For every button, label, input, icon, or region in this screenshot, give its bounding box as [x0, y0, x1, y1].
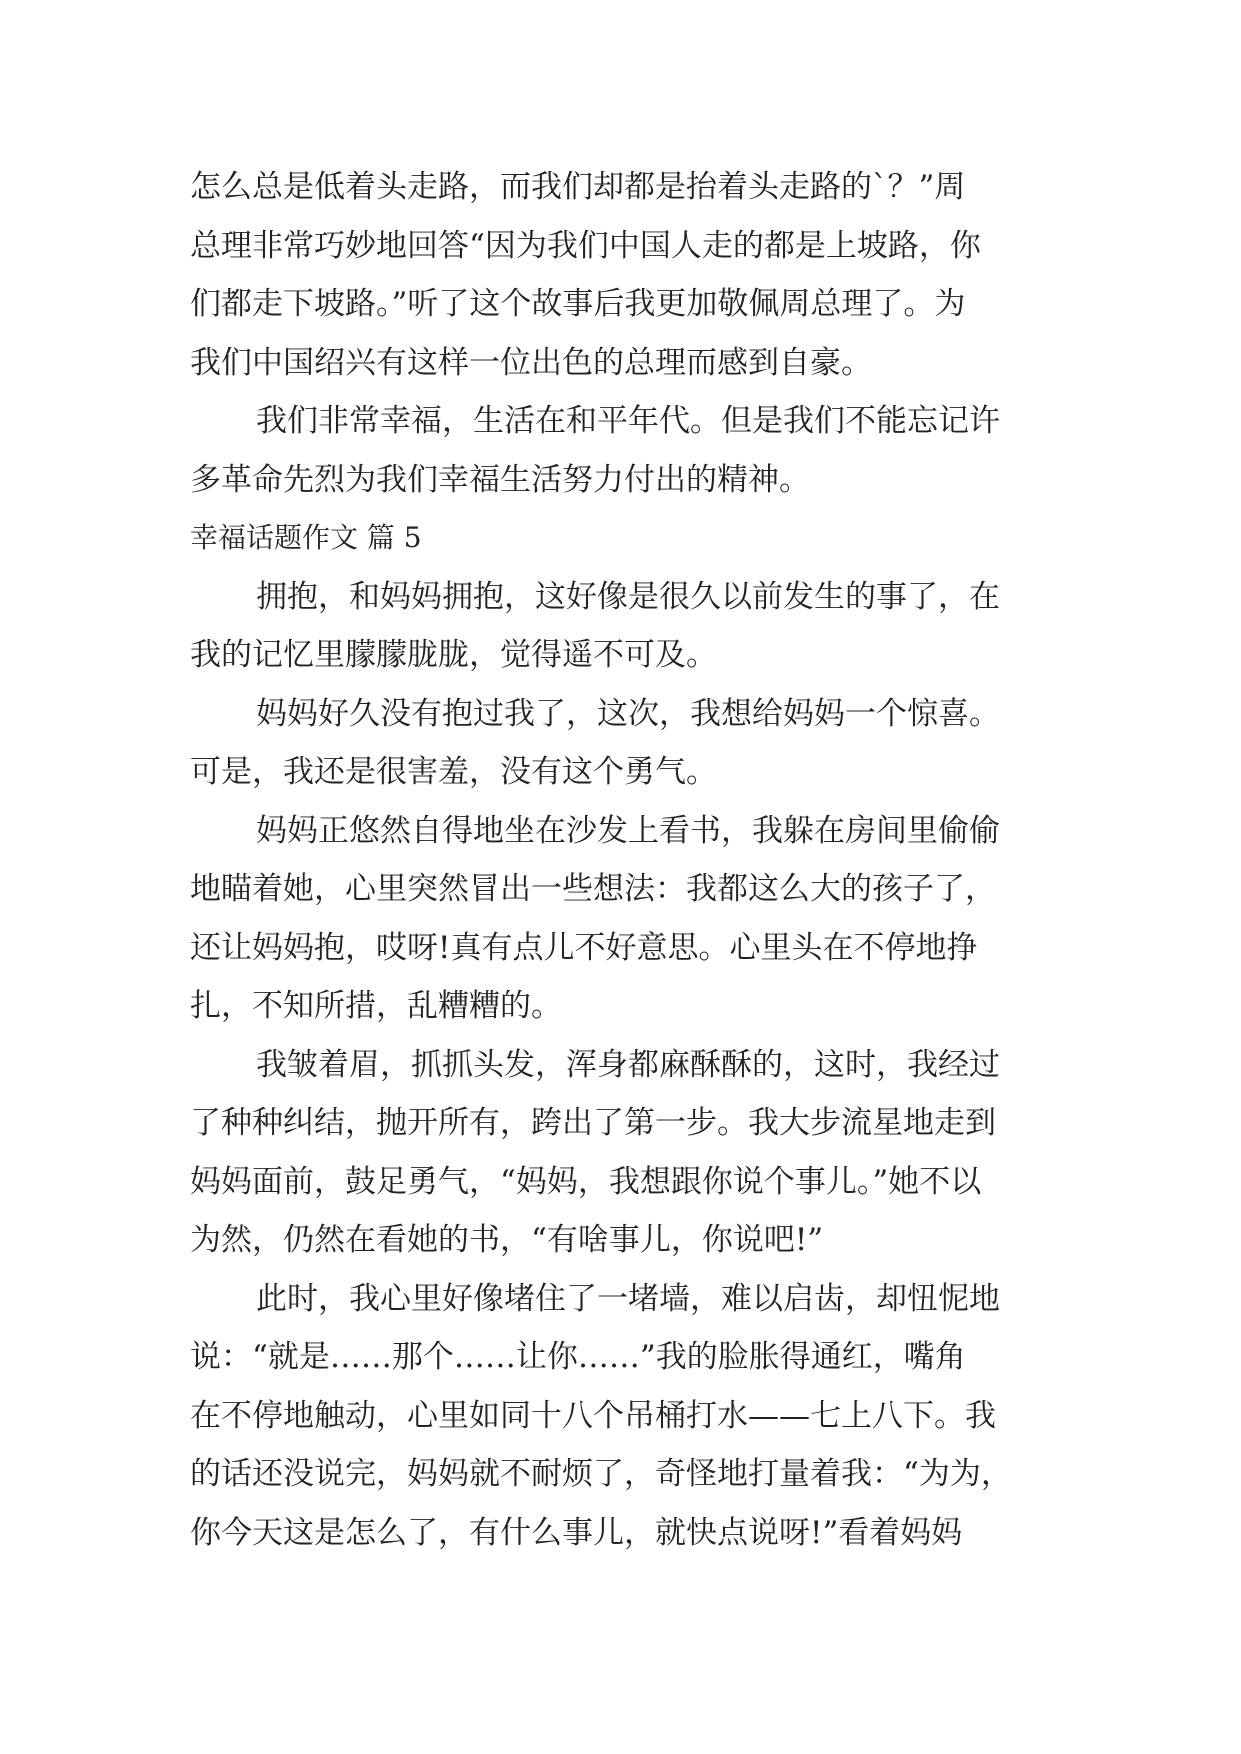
paragraph-line: 妈妈正悠然自得地坐在沙发上看书，我躲在房间里偷偷: [256, 812, 1000, 849]
paragraph-line: 地瞄着她，心里突然冒出一些想法：我都这么大的孩子了，: [190, 871, 996, 907]
paragraph-line: 说：“就是……那个……让你……”我的脸胀得通红，嘴角: [190, 1339, 966, 1375]
paragraph-line: 此时，我心里好像堵住了一堵墙，难以启齿，却忸怩地: [256, 1280, 1000, 1317]
paragraph-line: 扎，不知所措，乱糟糟的。: [190, 988, 562, 1024]
paragraph-line: 妈妈面前，鼓足勇气，“妈妈，我想跟你说个事儿。”她不以: [190, 1163, 982, 1200]
paragraph-line: 可是，我还是很害羞，没有这个勇气。: [190, 754, 717, 790]
paragraph-line: 拥抱，和妈妈拥抱，这好像是很久以前发生的事了，在: [256, 578, 1000, 615]
paragraph-line: 我们中国绍兴有这样一位出色的总理而感到自豪。: [190, 344, 872, 381]
paragraph-line: 我的记忆里朦朦胧胧，觉得遥不可及。: [190, 637, 717, 673]
paragraph-line: 多革命先烈为我们幸福生活努力付出的精神。: [190, 461, 810, 498]
section-heading: 幸福话题作文 篇 5: [190, 521, 422, 554]
paragraph-line: 妈妈好久没有抱过我了，这次，我想给妈妈一个惊喜。: [256, 695, 1000, 732]
paragraph-line: 我皱着眉，抓抓头发，浑身都麻酥酥的，这时，我经过: [256, 1046, 1000, 1083]
paragraph-line: 了种种纠结，抛开所有，跨出了第一步。我大步流星地走到: [190, 1105, 996, 1141]
paragraph-line: 们都走下坡路。”听了这个故事后我更加敬佩周总理了。为: [190, 286, 966, 322]
paragraph-line: 的话还没说完，妈妈就不耐烦了，奇怪地打量着我：“为为，: [190, 1456, 1012, 1492]
paragraph-line: 总理非常巧妙地回答“因为我们中国人走的都是上坡路，你: [190, 227, 981, 264]
paragraph-line: 还让妈妈抱，哎呀!真有点儿不好意思。心里头在不停地挣: [190, 929, 978, 966]
paragraph-line: 我们非常幸福，生活在和平年代。但是我们不能忘记许: [256, 403, 1000, 439]
paragraph-line: 你今天这是怎么了，有什么事儿，就快点说呀!”看着妈妈: [190, 1514, 963, 1551]
paragraph-line: 在不停地触动，心里如同十八个吊桶打水——七上八下。我: [190, 1397, 996, 1434]
document-page: [190, 158, 1070, 1562]
paragraph-line: 怎么总是低着头走路，而我们却都是抬着头走路的`？”周: [190, 169, 966, 205]
paragraph-line: 为然，仍然在看她的书，“有啥事儿，你说吧!”: [190, 1222, 824, 1258]
